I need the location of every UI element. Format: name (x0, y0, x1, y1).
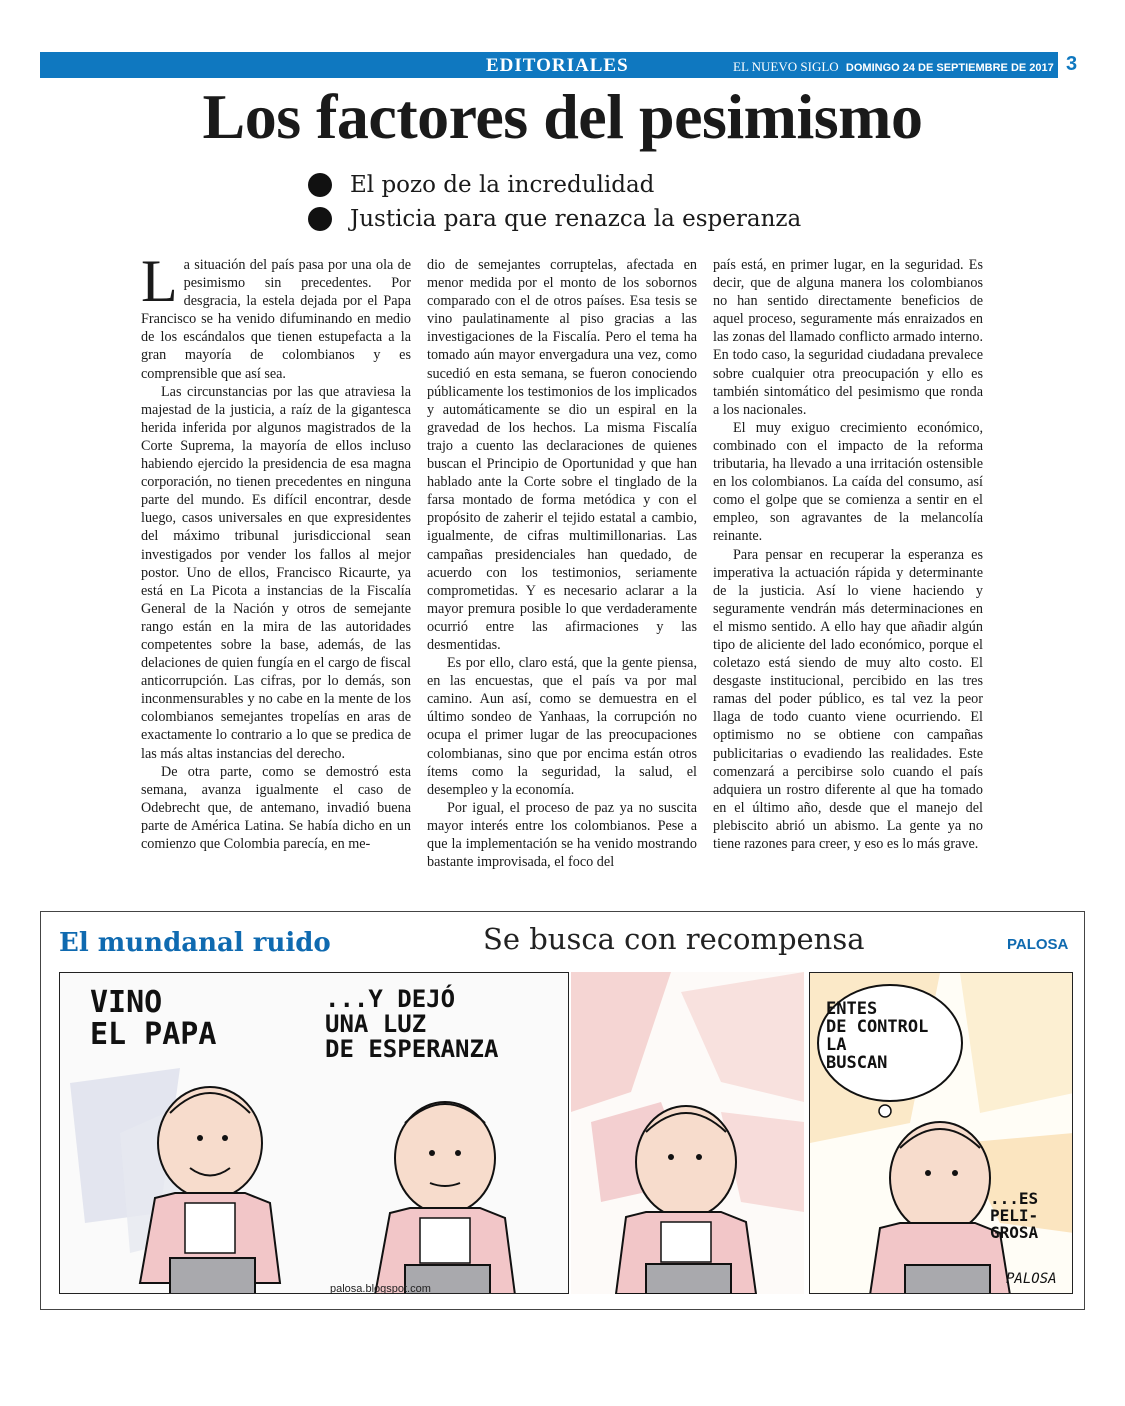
kicker-text: Justicia para que renazca la esperanza (350, 206, 802, 232)
artist-signature: PALOSA (1006, 1271, 1057, 1287)
publication-name: EL NUEVO SIGLO (733, 59, 839, 74)
publication-date: DOMINGO 24 DE SEPTIEMBRE DE 2017 (845, 62, 1054, 74)
kicker-list (308, 168, 801, 236)
article-paragraph: país está, en primer lugar, en la seguridad. Es decir, que de alguna manera los colombianos no han sentido directamente beneficios de aquel proceso, seguramente más enraizados en las zonas del llamado conflicto armado interno. En todo caso, la seguridad ciudadana prevalece sobre cualquier otra preocupación y ello es también sintomático del pesimismo que ronda a los nacionales. (713, 257, 983, 418)
article-column-3 (713, 256, 983, 853)
comic-panel-1-2 (59, 972, 569, 1294)
comic-strip (40, 911, 1085, 1310)
comic-panel-4 (809, 972, 1073, 1294)
article-paragraph: Por igual, el proceso de paz ya no suscita mayor interés entre los colombianos. Pese a que la implementación se ha venido mostrando bastante improvisada, el foco del (427, 799, 697, 871)
article-paragraph: La situación del país pasa por una ola de pesimismo sin precedentes. Por desgracia, la estela dejada por el Papa Francisco se ha venido difuminando en medio de los escándalos que tienen estupefacta a la gran mayoría de colombianos y es comprensible que así sea. (141, 248, 411, 382)
comic-panel-3 (571, 972, 804, 1294)
kicker-item (308, 168, 801, 202)
kicker-item (308, 202, 801, 236)
speech-text: VINO EL PAPA (90, 985, 217, 1052)
kicker-text: El pozo de la incredulidad (350, 172, 655, 198)
drop-cap: L (141, 248, 178, 314)
aside-text: ...ES PELI- GROSA (990, 1189, 1039, 1242)
cartoon-drawing (571, 972, 804, 1294)
article-paragraph: Las circunstancias por las que atraviesa la majestad de la justicia, a raíz de la gigantesca herida inferida por algunos magistrados de la Corte Suprema, la mayoría de ellos incluso habiendo ejercido la presidencia de esa magna corporación, no tienen precedentes en ninguna parte del mundo. Es difícil encontrar, desde luego, casos universales en que expresidentes del máximo tribunal jurisdiccional sean investigados por vender los fallos al mejor postor. Uno de ellos, Francisco Ricaurte, ya está en La Picota a instancias de la Fiscalía General de la Nación y otros de semejante rango están en la mira de las autoridades competentes sobre la base, además, de las delaciones de quien fungía en el cargo de fiscal anticorrupción. Las cifras, por lo demás, son inconmensurables y no cabe en la mente de los colombianos semejantes tropelías en aras de exactamente lo contrario a lo que se predica de las más altas instancias del derecho. (141, 383, 411, 762)
comic-title: El mundanal ruido (59, 928, 331, 958)
article-column-1 (141, 248, 411, 853)
article-paragraph: De otra parte, como se demostró esta semana, avanza igualmente el caso de Odebrecht que, de antemano, invadió buena parte de América Latina. Se había dicho en un comienzo que Colombia parecía, en me- (141, 763, 411, 852)
page-title: Los factores del pesimismo (202, 81, 923, 152)
article-paragraph: dio de semejantes corruptelas, afectada en menor medida por el monto de los sobornos comparado con el de otros países. Esa tesis se vino paulatinamente al piso gracias a las investigaciones de la Fiscalía. Pero el tema ha tomado aún mayor envergadura una vez, como sucedió en esta semana, se fueron conociendo públicamente los testimonios de los implicados y automáticamente se dio un espiral en la gravedad de los hechos. La misma Fiscalía trajo a cuento las declaraciones de quienes buscan el Principio de Oportunidad y que han hablado ante la Corte sobre el tinglado de la farsa montado de forma metódica y con el propósito de zaherir el tejido estatal a cambio, igualmente, de cifras multimillonarias. Las campañas presidenciales han quedado, de acuerdo con los testimonios, seriamente comprometidas. Y es necesario aclarar a la mayor premura posible lo que verdaderamente ocurrió entre las afirmaciones y las desmentidas. (427, 257, 697, 653)
comic-subtitle: Se busca con recompensa (483, 922, 865, 956)
page-number: 3 (1058, 50, 1085, 78)
masthead (733, 59, 1054, 75)
bullet-icon (308, 207, 332, 231)
section-label: EDITORIALES (486, 55, 629, 76)
bullet-icon (308, 173, 332, 197)
article-paragraph: El muy exiguo crecimiento económico, combinado con el impacto de la reforma tributaria, ha llevado a una irritación ostensible en los colombianos. La caída del consumo, así como el golpe que se comienza a sentir en el empleo, son agravantes de la melancolía reinante. (713, 419, 983, 545)
article-column-2 (427, 256, 697, 871)
blog-url: palosa.blogspot.com (330, 1283, 431, 1294)
article-paragraph: Es por ello, claro está, que la gente piensa, en las encuestas, que el país va por mal camino. Aun así, como se demuestra en el último sondeo de Yanhaas, la corrupción no ocupa el primer lugar de las preocupaciones colombianas, sino que por encima están otros ítems como la seguridad, la salud, el desempleo y la economía. (427, 655, 697, 798)
comic-author: PALOSA (1007, 936, 1069, 953)
speech-bubble-text: ENTES DE CONTROL LA BUSCAN (826, 999, 929, 1073)
speech-text: ...Y DEJÓ UNA LUZ DE ESPERANZA (325, 985, 499, 1064)
article-paragraph: Para pensar en recuperar la esperanza es imperativa la actuación rápida y determinante de la justicia. Así lo viene haciendo y seguramente vendrán más determinaciones en el mismo sentido. A ello hay que añadir algún tipo de aliciente del lado económico, porque el coletazo está siendo de muy alto costo. El desgaste institucional, percibido en las tres ramas del poder público, es tal vez la peor llaga de todo cuanto viene ocurriendo. El optimismo no se obtiene con campañas publicitarias o evadiendo las realidades. Este comenzará a percibirse solo cuando el país adquiera un rostro diferente al que ha tomado en el último año, desde que el manejo del plebiscito abrió un abismo. La gente ya no tiene razones para creer, y eso es lo más grave. (713, 546, 983, 852)
